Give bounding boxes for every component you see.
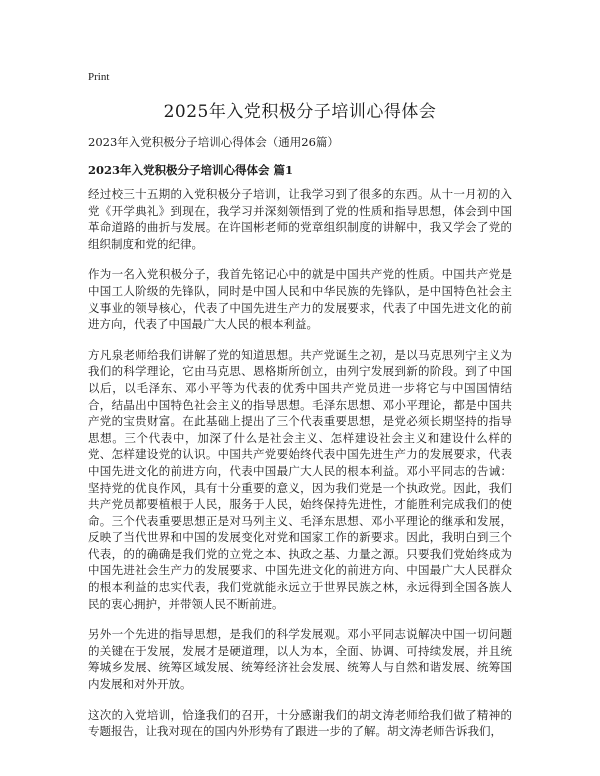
paragraph-1: 经过校三十五期的入党积极分子培训，让我学习到了很多的东西。从十一月初的入党《开学典礼》到现在，我学习并深刻领悟到了党的性质和指导思想，体会到中国革命道路的曲折与发展。在许国彬老师的党章组织制度的讲解中，我又学会了党的组织制度和党的纪律。 <box>88 187 512 251</box>
section-heading: 2023年入党积极分子培训心得体会 篇1 <box>88 163 294 177</box>
print-link[interactable]: Print <box>88 71 110 83</box>
paragraph-2: 作为一名入党积极分子，我首先铭记心中的就是中国共产党的性质。中国共产党是中国工人阶级的先锋队，同时是中国人民和中华民族的先锋队，是中国特色社会主义事业的领导核心，代表了中国先进生产力的发展要求，代表了中国先进文化的前进方向，代表了中国最广大人民的根本利益。 <box>88 267 512 332</box>
article-body <box>88 186 512 754</box>
paragraph-3: 方凡泉老师给我们讲解了党的知道思想。共产党诞生之初，是以马克思列宁主义为我们的科学理论，它由马克思、恩格斯所创立，由列宁发展到新的阶段。到了中国以后，以毛泽东、邓小平等为代表的优秀中国共产党员进一步将它与中国国情结合，结晶出中国特色社会主义的指导思想。毛泽东思想、邓小平理论，都是中国共产党的宝贵财富。在此基础上提出了三个代表重要思想，是党必须长期坚持的指导思想。三个代表中，加深了什么是社会主义、怎样建设社会主义和建设什么样的党、怎样建设党的认识。中国共产党要始终代表中国先进生产力的发展要求，代表中国先进文化的前进方向，代表中国最广大人民的根本利益。邓小平同志的告诫：坚持党的优良作风，具有十分重要的意义，因为我们党是一个执政党。因此，我们共产党员都要植根于人民，服务于人民，始终保持先进性，才能胜利完成我们的使命。三个代表重要思想正是对马列主义、毛泽东思想、邓小平理论的继承和发展，反映了当代世界和中国的发展变化对党和国家工作的新要求。因此，我明白到三个代表，的的确确是我们党的立党之本、执政之基、力量之源。只要我们党始终成为中国先进社会生产力的发展要求、中国先进文化的前进方向、中国最广大人民群众的根本利益的忠实代表，我们党就能永远立于世界民族之林，永远得到全国各族人民的衷心拥护，并带领人民不断前进。 <box>88 347 512 611</box>
paragraph-4: 另外一个先进的指导思想，是我们的科学发展观。邓小平同志说解决中国一切问题的关键在于发展，发展才是硬道理，以人为本，全面、协调、可持续发展，并且统筹城乡发展、统筹区域发展、统筹经济社会发展、统筹人与自然和谐发展、统筹国内发展和对外开放。 <box>88 627 512 692</box>
paragraph-5: 这次的入党培训，恰逢我们的召开，十分感谢我们的胡文涛老师给我们做了精神的专题报告，让我对现在的国内外形势有了跟进一步的了解。胡文涛老师告诉我们， <box>88 707 512 739</box>
document-title: 2025年入党积极分子培训心得体会 <box>163 102 437 122</box>
document-subtitle: 2023年入党积极分子培训心得体会（通用26篇） <box>88 135 339 149</box>
